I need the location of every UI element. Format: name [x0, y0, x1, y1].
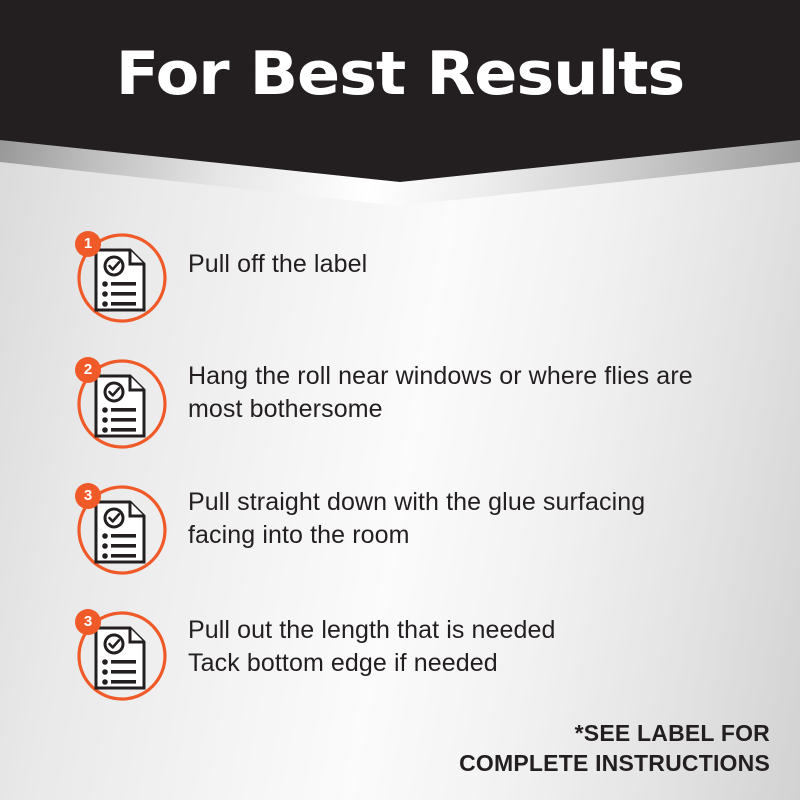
step-text-1	[188, 222, 367, 281]
list-item	[0, 474, 800, 578]
page-title: For Best Results	[115, 39, 685, 109]
document-checklist-icon	[96, 250, 144, 310]
footer-note	[459, 719, 770, 778]
list-item	[0, 348, 800, 452]
step-icon-1	[66, 222, 170, 326]
step-text-line: most bothersome	[188, 395, 383, 423]
document-checklist-icon	[96, 376, 144, 436]
step-text-line: Pull out the length that is needed	[188, 616, 556, 644]
step-text-line: Pull straight down with the glue surfacing	[188, 488, 646, 516]
list-item	[0, 222, 800, 326]
step-number: 1	[83, 235, 93, 252]
step-text-2	[188, 348, 693, 426]
step-number: 3	[83, 613, 93, 630]
step-text-line: Tack bottom edge if needed	[188, 649, 498, 677]
footer-note-line: *SEE LABEL FOR	[574, 720, 770, 747]
document-checklist-icon	[96, 502, 144, 562]
step-text-line: Hang the roll near windows or where flies are	[188, 362, 693, 390]
step-number: 2	[83, 361, 93, 378]
step-text-line: facing into the room	[188, 521, 410, 549]
step-icon-4	[66, 600, 170, 704]
step-text-4	[188, 600, 556, 680]
list-item	[0, 600, 800, 704]
document-checklist-icon	[96, 628, 144, 688]
step-text-3	[188, 474, 645, 552]
step-icon-2	[66, 348, 170, 452]
step-icon-3	[66, 474, 170, 578]
step-text-line: Pull off the label	[188, 250, 368, 278]
step-number: 3	[83, 487, 93, 504]
footer-note-line: COMPLETE INSTRUCTIONS	[459, 749, 770, 776]
steps-list	[0, 222, 800, 726]
